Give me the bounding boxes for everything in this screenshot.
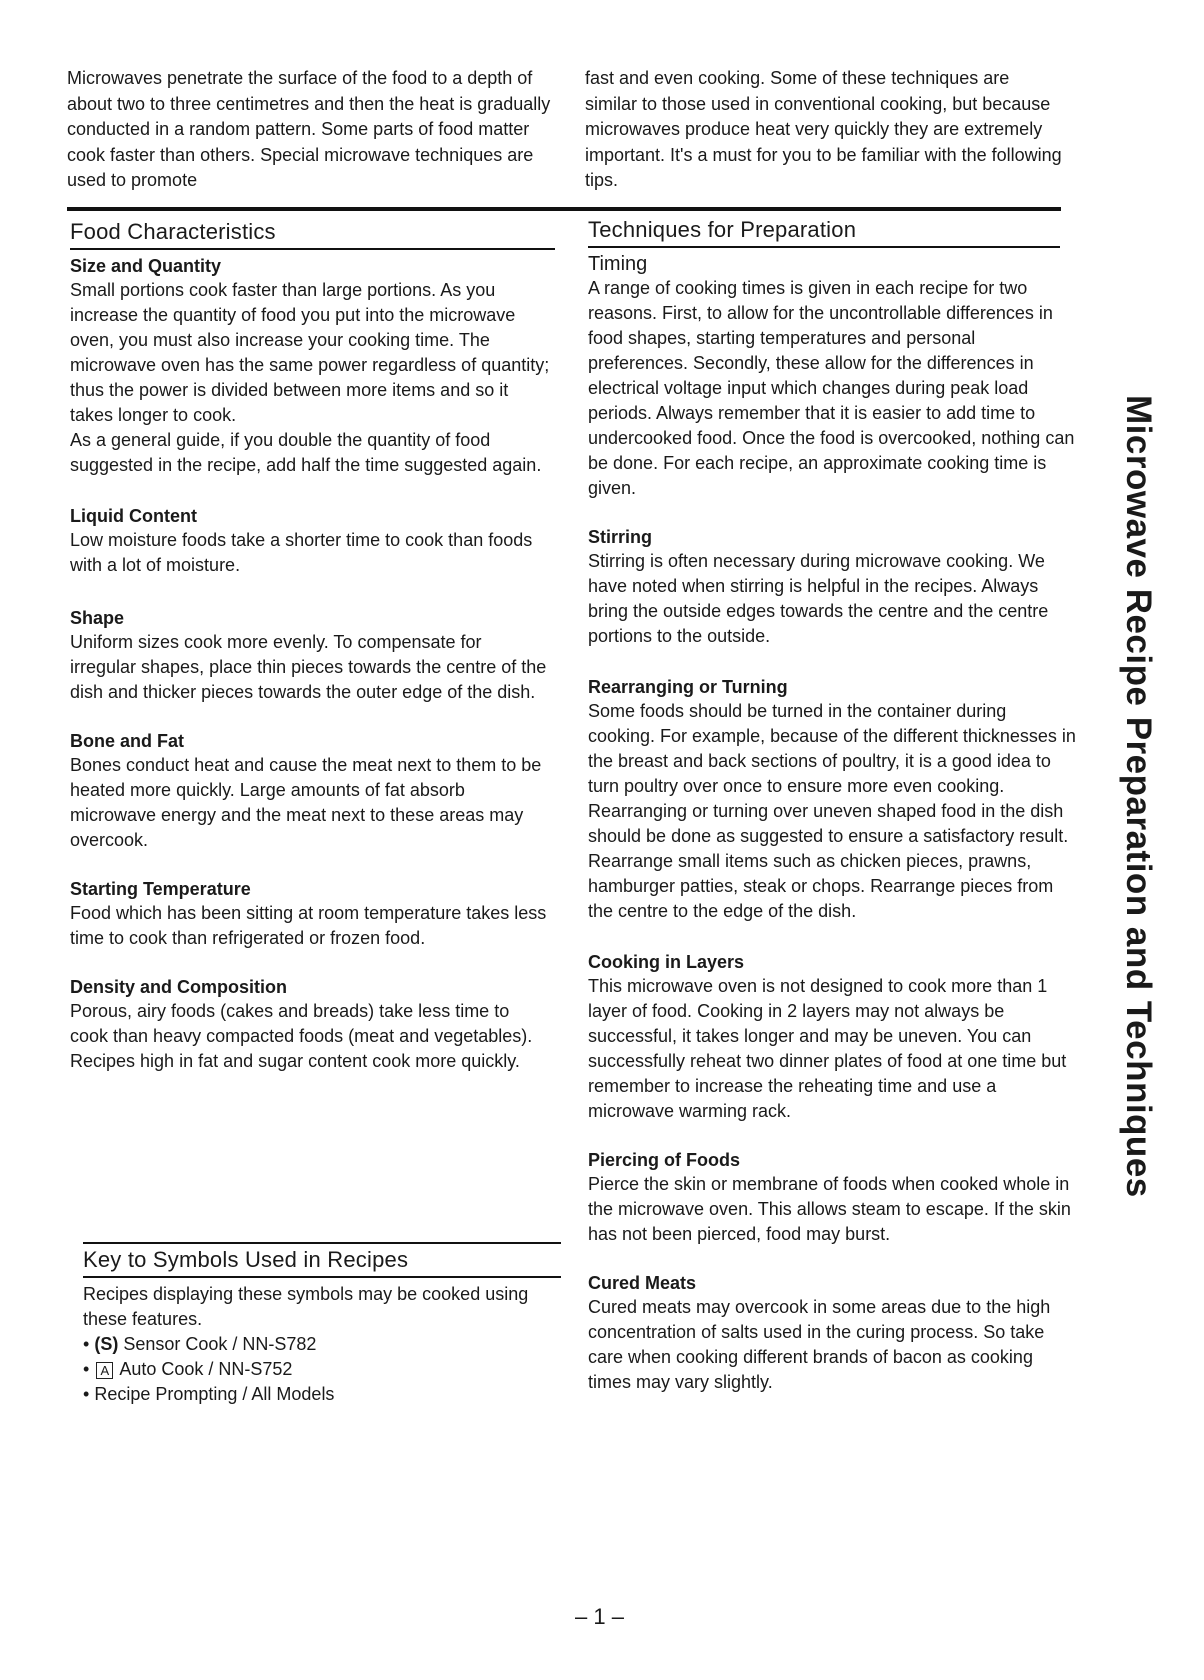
intro-right-paragraph: fast and even cooking. Some of these techniques are similar to those used in conventional cooking, but because microwaves produce heat very quickly they are extremely important. It's a must for you to be familiar with the following tips. bbox=[585, 68, 1062, 190]
key-to-symbols-intro: Recipes displaying these symbols may be cooked using these features. bbox=[83, 1284, 529, 1329]
cured-meats-heading: Cured Meats bbox=[588, 1273, 697, 1293]
bullet: • bbox=[83, 1359, 90, 1379]
food-characteristics-title: Food Characteristics bbox=[70, 218, 555, 250]
stirring-section bbox=[588, 525, 1078, 649]
auto-cook-symbol: A bbox=[96, 1362, 113, 1379]
piercing-section bbox=[588, 1148, 1078, 1247]
page-number: – 1 – bbox=[575, 1604, 624, 1629]
cooking-layers-heading: Cooking in Layers bbox=[588, 952, 745, 972]
shape-text: Uniform sizes cook more evenly. To compensate for irregular shapes, place thin pieces towards the centre of the dish and thicker pieces towards the outer edge of the dish. bbox=[70, 632, 547, 702]
cooking-layers-text: This microwave oven is not designed to cook more than 1 layer of food. Cooking in 2 layers may not always be successful, it takes longer and may be uneven. You can successfully reheat two dinner plates of food at one time but remember to increase the reheating time and use a microwave warming rack. bbox=[588, 976, 1067, 1121]
key-symbol-text: Auto Cook / NN-S752 bbox=[119, 1359, 293, 1379]
density-composition-section bbox=[70, 975, 550, 1074]
cooking-layers-section bbox=[588, 950, 1078, 1124]
sensor-symbol: (S) bbox=[94, 1334, 119, 1354]
techniques-title: Techniques for Preparation bbox=[588, 216, 1060, 248]
bullet: • bbox=[83, 1384, 90, 1404]
timing-heading: Timing bbox=[588, 253, 648, 275]
key-to-symbols-title: Key to Symbols Used in Recipes bbox=[83, 1242, 561, 1278]
piercing-text: Pierce the skin or membrane of foods when cooked whole in the microwave oven. This allows steam to escape. If the skin has not been pierced, food may burst. bbox=[588, 1174, 1071, 1244]
starting-temperature-text: Food which has been sitting at room temperature takes less time to cook than refrigerated or frozen food. bbox=[70, 903, 547, 948]
key-symbol-text: Sensor Cook / NN-S782 bbox=[123, 1334, 317, 1354]
intro-left-paragraph: Microwaves penetrate the surface of the food to a depth of about two to three centimetres and then the heat is gradually conducted in a random pattern. Some parts of food matter cook faster than others. Special microwave techniques are used to promote bbox=[67, 68, 551, 190]
techniques-column bbox=[588, 216, 1078, 1395]
rearranging-section bbox=[588, 675, 1078, 924]
size-quantity-section bbox=[70, 254, 550, 478]
key-symbol-item bbox=[83, 1382, 563, 1407]
size-quantity-heading: Size and Quantity bbox=[70, 256, 222, 276]
stirring-text: Stirring is often necessary during microwave cooking. We have noted when stirring is helpful in the recipes. Always bring the outside edges towards the centre and the centre portions to the outside. bbox=[588, 551, 1049, 646]
bone-fat-section bbox=[70, 729, 550, 853]
rearranging-heading: Rearranging or Turning bbox=[588, 677, 788, 697]
density-composition-heading: Density and Composition bbox=[70, 977, 288, 997]
divider-rule bbox=[67, 207, 1061, 211]
liquid-content-section bbox=[70, 504, 550, 578]
bone-fat-heading: Bone and Fat bbox=[70, 731, 185, 751]
bone-fat-text: Bones conduct heat and cause the meat next to them to be heated more quickly. Large amounts of fat absorb microwave energy and the meat next to these areas may overcook. bbox=[70, 755, 542, 850]
cured-meats-text: Cured meats may overcook in some areas due to the high concentration of salts used in the curing process. So take care when cooking different brands of bacon as cooking times may vary slightly. bbox=[588, 1297, 1051, 1392]
side-title: Microwave Recipe Preparation and Techniques bbox=[1119, 395, 1158, 1198]
key-symbol-item bbox=[83, 1357, 563, 1382]
stirring-heading: Stirring bbox=[588, 527, 653, 547]
food-characteristics-column bbox=[70, 218, 550, 1074]
liquid-content-heading: Liquid Content bbox=[70, 506, 197, 526]
liquid-content-text: Low moisture foods take a shorter time to cook than foods with a lot of moisture. bbox=[70, 530, 533, 575]
starting-temperature-section bbox=[70, 877, 550, 951]
density-composition-text: Porous, airy foods (cakes and breads) take less time to cook than heavy compacted foods (meat and vegetables). Recipes high in fat and sugar content cook more quickly. bbox=[70, 1001, 533, 1071]
shape-section bbox=[70, 606, 550, 705]
bullet: • bbox=[83, 1334, 90, 1354]
piercing-heading: Piercing of Foods bbox=[588, 1150, 741, 1170]
cured-meats-section bbox=[588, 1271, 1078, 1395]
shape-heading: Shape bbox=[70, 608, 125, 628]
timing-text: A range of cooking times is given in each recipe for two reasons. First, to allow for the uncontrollable differences in food shapes, starting temperatures and personal preferences. Secondly, these allow for the differences in electrical voltage input which changes during peak load periods. Always remember that it is easier to add time to undercooked food. Once the food is overcooked, nothing can be done. For each recipe, an approximate cooking time is given. bbox=[588, 278, 1075, 498]
key-symbol-item bbox=[83, 1332, 563, 1357]
starting-temperature-heading: Starting Temperature bbox=[70, 879, 251, 899]
key-symbol-text: Recipe Prompting / All Models bbox=[94, 1384, 335, 1404]
key-symbol-list bbox=[83, 1332, 563, 1407]
size-quantity-text: Small portions cook faster than large portions. As you increase the quantity of food you put into the microwave oven, you must also increase your cooking time. The microwave oven has the same power regardless of quantity; thus the power is divided between more items and so it takes longer to cook. As a general guide, if you double the quantity of food suggested in the recipe, add half the time suggested again. bbox=[70, 280, 550, 475]
timing-section bbox=[588, 252, 1078, 501]
key-to-symbols-box bbox=[83, 1242, 563, 1407]
rearranging-text: Some foods should be turned in the container during cooking. For example, because of the different thicknesses in the breast and back sections of poultry, it is a good idea to turn poultry over once to ensure more even cooking. Rearranging or turning over uneven shaped food in the dish should be done as suggested to ensure a satisfactory result. Rearrange small items such as chicken pieces, prawns, hamburger patties, steak or chops. Rearrange pieces from the centre to the edge of the dish. bbox=[588, 701, 1076, 921]
